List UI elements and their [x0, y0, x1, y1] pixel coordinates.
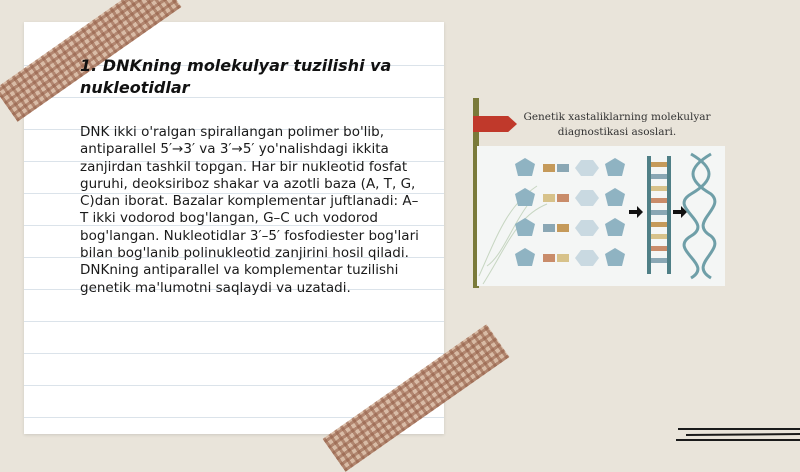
ladder-rung: [651, 258, 667, 263]
slide-body-text: DNK ikki o'ralgan spirallangan polimer bo'lib, antiparallel 5′→3′ va 3′→5′ yo'nalishdagi ikkita zanjirdan tashkil topgan. Har bir nukleotid fosfat guruhi, deoksiriboz shakar va azotli baza (A, T, G, C)dan iborat. Bazalar komplementar juftlanadi: A–T ikki vodorod bog'langan, G–C uch vodorod bog'langan. Nukleotidlar 3′–5′ fosfodiester bog'lari bilan bog'lanib polinukleotid zanjirini hosil qiladi. DNKning antiparallel va komplementar tuzilishi genetik ma'lumotni saqlaydi va uzatadi.: [80, 124, 419, 296]
figure-caption: [513, 110, 721, 140]
decorative-lines: [676, 426, 800, 442]
base-block: [557, 254, 569, 262]
figure-caption-line-2: diagnostikasi asoslari.: [557, 126, 677, 138]
dna-illustration: [477, 146, 725, 286]
illustration-background: [477, 146, 725, 286]
ladder-rung: [651, 186, 667, 191]
ladder-rung: [651, 246, 667, 251]
ladder-rung: [651, 198, 667, 203]
ladder-rung: [651, 222, 667, 227]
base-block: [543, 224, 555, 232]
red-arrow-marker: [473, 116, 517, 132]
ladder-rung: [651, 162, 667, 167]
base-block: [543, 194, 555, 202]
base-block: [557, 194, 569, 202]
base-block: [543, 254, 555, 262]
ladder-rung: [651, 234, 667, 239]
ladder-rail: [667, 156, 671, 274]
ladder-rail: [647, 156, 651, 274]
base-block: [557, 224, 569, 232]
slide-title: 1. DNKning molekulyar tuzilishi va nukleotidlar: [80, 56, 392, 97]
ladder-rung: [651, 210, 667, 215]
base-block: [557, 164, 569, 172]
dna-figure: [473, 98, 725, 288]
figure-caption-line-1: Genetik xastaliklarning molekulyar: [523, 111, 711, 123]
base-block: [543, 164, 555, 172]
ladder-rung: [651, 174, 667, 179]
